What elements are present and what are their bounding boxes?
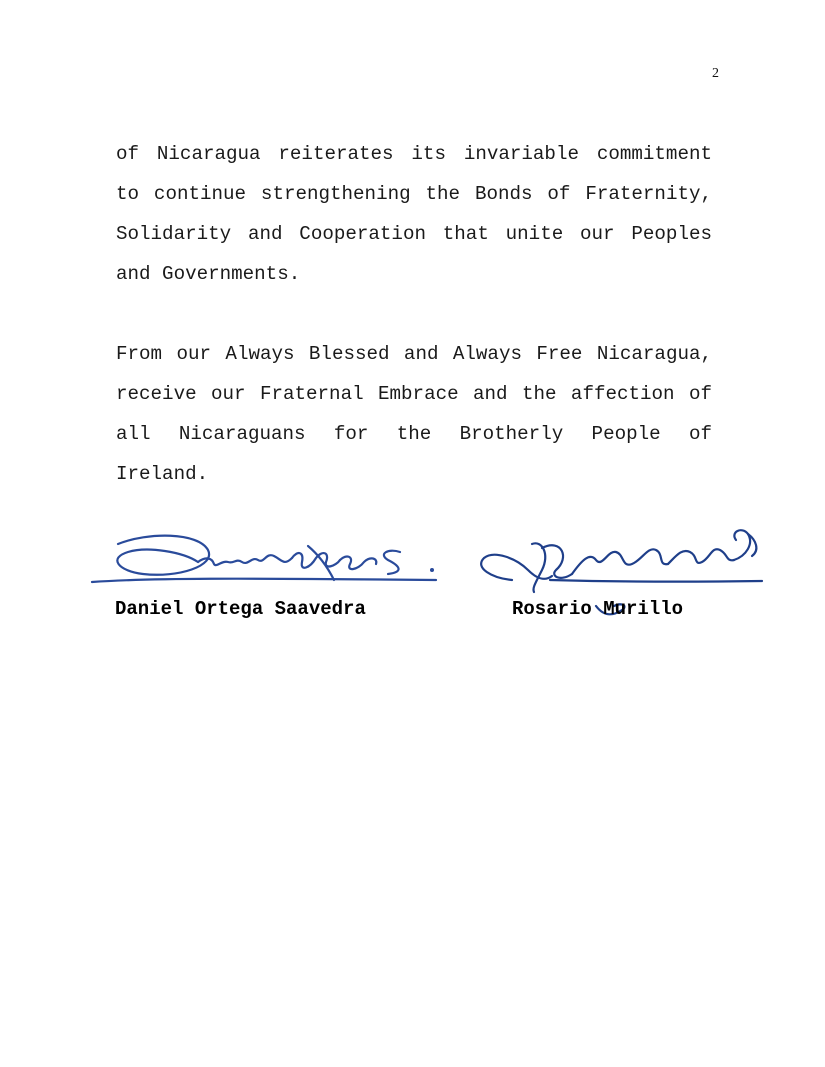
body-paragraph: of Nicaragua reiterates its invariable commitment to continue strengthening the Bonds of Fraternity, Solidarity and Cooperation that unite our Peoples and Governments.	[116, 143, 712, 285]
signature-ortega	[88, 522, 448, 594]
signer-name-murillo: Rosario Murillo	[512, 598, 684, 620]
signer-name-ortega: Daniel Ortega Saavedra	[115, 598, 366, 620]
letter-body	[116, 134, 712, 534]
signature-ortega-graphic	[88, 522, 448, 594]
page-number: 2	[712, 66, 719, 81]
body-paragraph: From our Always Blessed and Always Free Nicaragua, receive our Fraternal Embrace and the affection of all Nicaraguans for the Brotherly People of Ireland.	[116, 343, 712, 485]
